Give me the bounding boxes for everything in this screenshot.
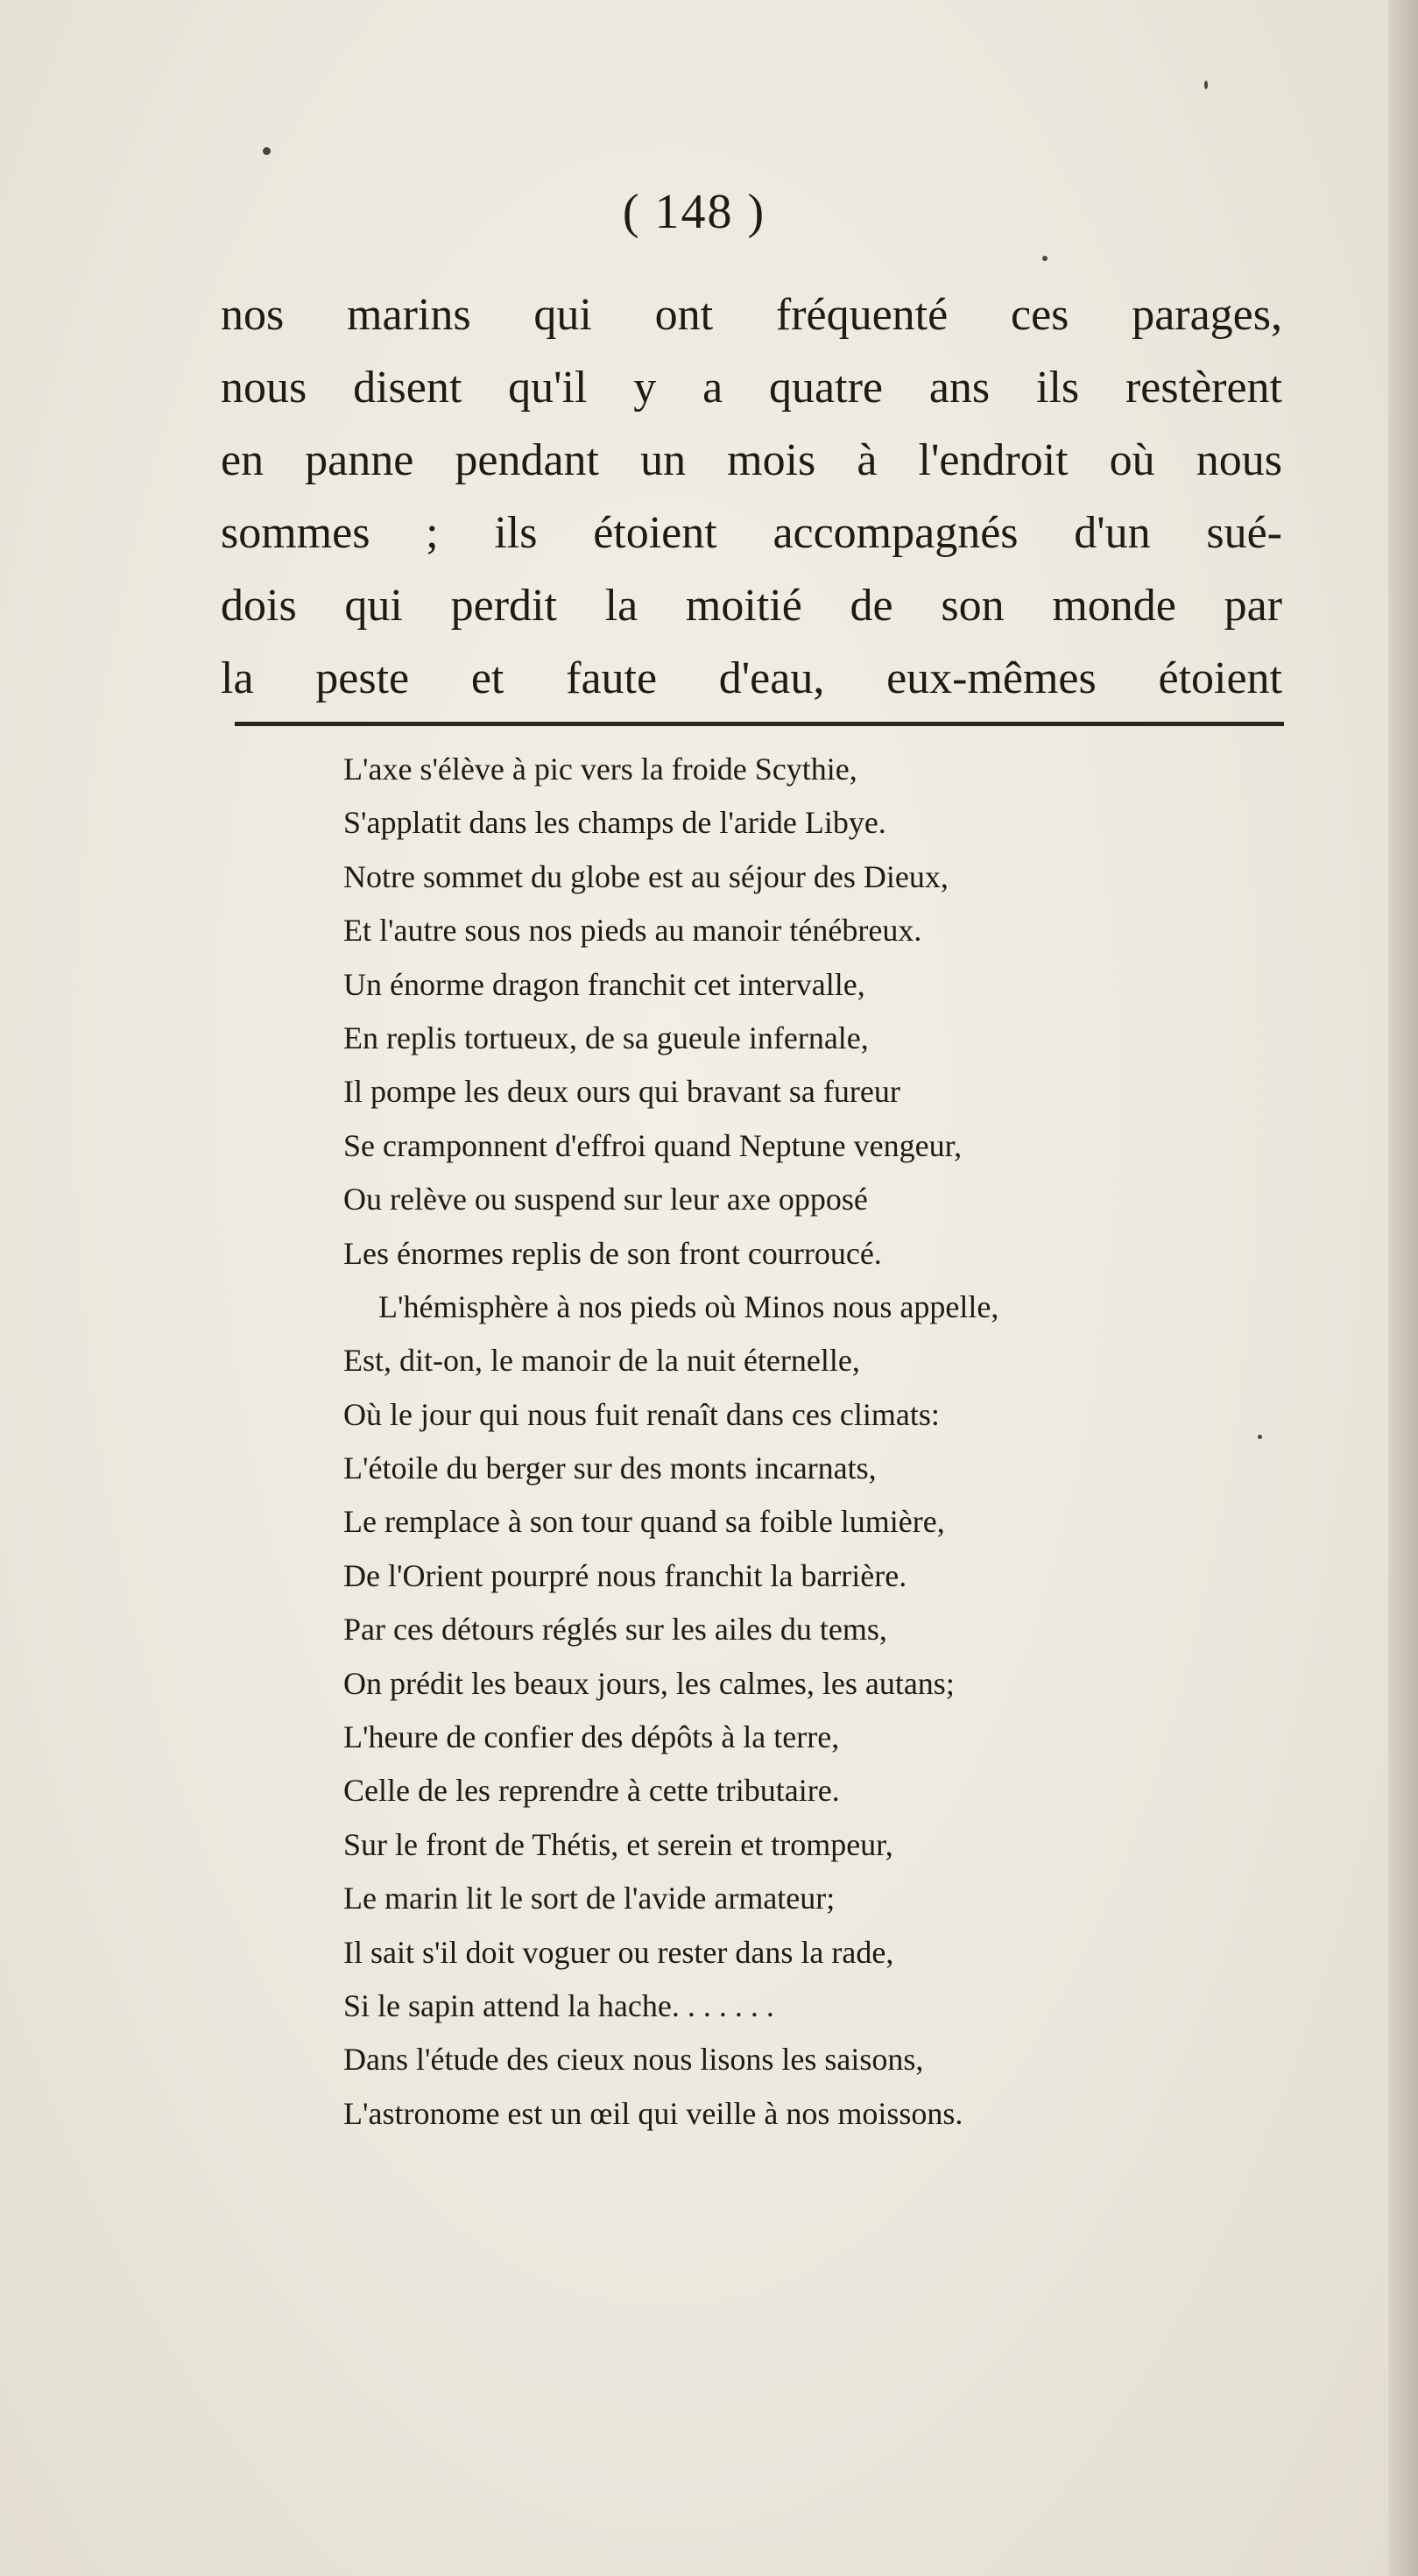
poem-line: Si le sapin attend la hache. . . . . . .: [343, 1987, 774, 2023]
page-number: ( 148 ): [622, 185, 766, 239]
poem-line: Il sait s'il doit voguer ou rester dans la rade,: [343, 1934, 894, 1970]
poem-line: Il pompe les deux ours qui bravant sa fureur: [343, 1074, 900, 1110]
poem-line: Les énormes replis de son front courroucé.: [343, 1235, 882, 1271]
footnote-rule: [235, 722, 1284, 726]
poem-line: L'heure de confier des dépôts à la terre,: [343, 1719, 840, 1755]
poem-line: Par ces détours réglés sur les ailes du tems,: [343, 1612, 887, 1648]
poem-line: Où le jour qui nous fuit renaît dans ces climats:: [343, 1396, 940, 1432]
ink-speck: [1204, 81, 1208, 89]
poem-line: On prédit les beaux jours, les calmes, les autans;: [343, 1665, 955, 1701]
poem-line: Ou relève ou suspend sur leur axe opposé: [343, 1182, 868, 1217]
prose-paragraph: [221, 279, 1282, 715]
poem-footnote: [343, 743, 1307, 2141]
poem-line: De l'Orient pourpré nous franchit la barrière.: [343, 1557, 907, 1593]
poem-line: En replis tortueux, de sa gueule infernale,: [343, 1020, 869, 1055]
poem-line: Le marin lit le sort de l'avide armateur;: [343, 1881, 836, 1916]
poem-line: Et l'autre sous nos pieds au manoir ténébreux.: [343, 913, 922, 949]
prose-line: en panne pendant un mois à l'endroit où nous: [221, 435, 1282, 485]
prose-line: dois qui perdit la moitié de son monde par: [221, 581, 1282, 631]
prose-line: la peste et faute d'eau, eux-mêmes étoient: [221, 653, 1282, 703]
poem-line: Est, dit-on, le manoir de la nuit éternelle,: [343, 1343, 860, 1379]
poem-line: L'axe s'élève à pic vers la froide Scythie,: [343, 752, 857, 787]
poem-line: Sur le front de Thétis, et serein et trompeur,: [343, 1826, 893, 1862]
ink-speck: [1042, 256, 1048, 261]
poem-line: Celle de les reprendre à cette tributaire.: [343, 1773, 840, 1809]
poem-line: L'astronome est un œil qui veille à nos moissons.: [343, 2095, 963, 2131]
poem-line: S'applatit dans les champs de l'aride Libye.: [343, 805, 886, 841]
prose-line: nos marins qui ont fréquenté ces parages,: [221, 290, 1282, 340]
poem-line: L'étoile du berger sur des monts incarnats,: [343, 1450, 877, 1486]
prose-line: nous disent qu'il y a quatre ans ils restèrent: [221, 363, 1282, 413]
page-edge: [1388, 0, 1418, 2576]
poem-line: Le remplace à son tour quand sa foible lumière,: [343, 1504, 945, 1540]
poem-line: Notre sommet du globe est au séjour des Dieux,: [343, 858, 949, 894]
prose-line: sommes ; ils étoient accompagnés d'un sué-: [221, 508, 1282, 558]
poem-line: Un énorme dragon franchit cet intervalle,: [343, 966, 865, 1002]
poem-line: Se cramponnent d'effroi quand Neptune vengeur,: [343, 1127, 963, 1163]
poem-line: L'hémisphère à nos pieds où Minos nous appelle,: [378, 1288, 999, 1324]
ink-speck: [263, 147, 271, 155]
poem-line: Dans l'étude des cieux nous lisons les saisons,: [343, 2042, 924, 2078]
